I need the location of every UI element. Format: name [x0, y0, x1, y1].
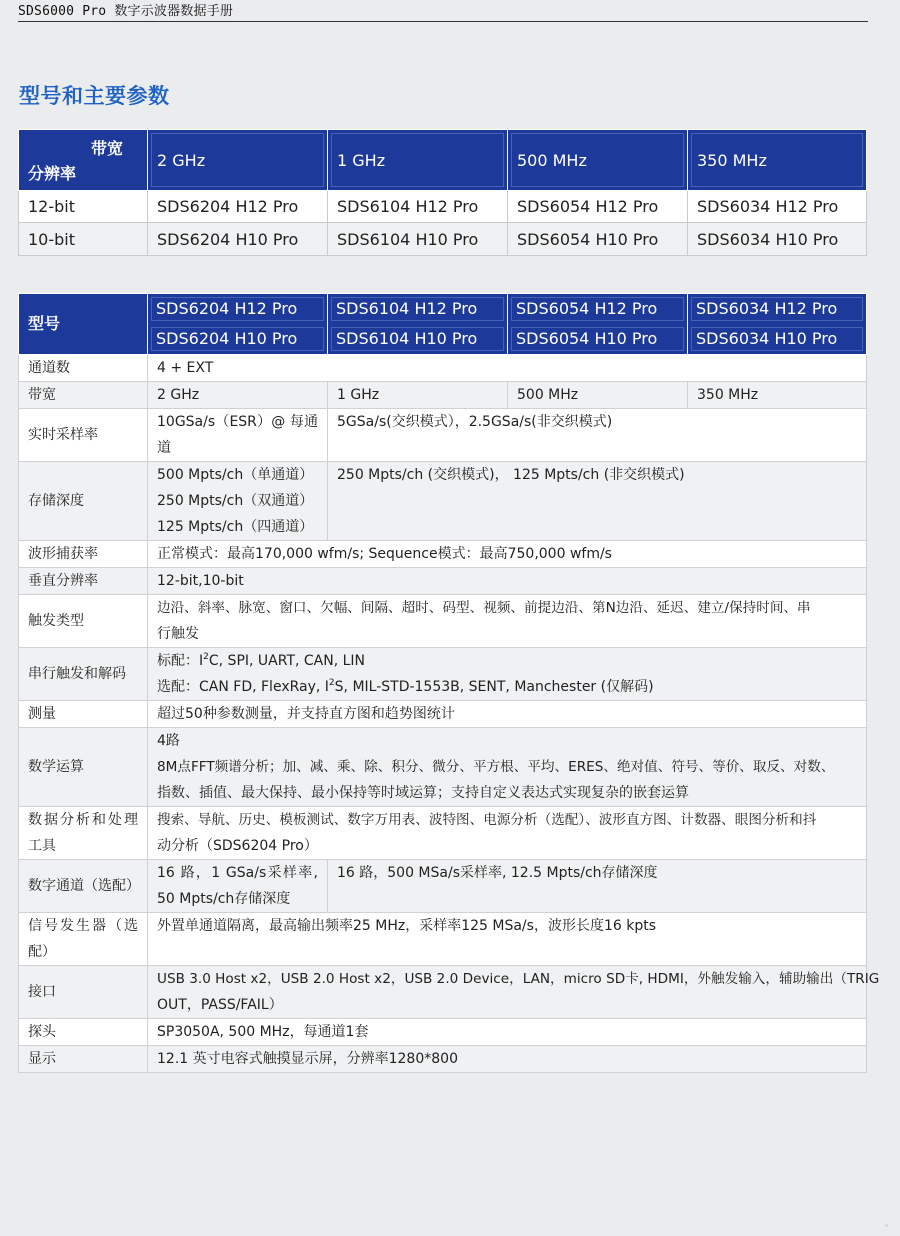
spec-value: 350 MHz — [688, 382, 867, 409]
spec-value — [148, 409, 328, 462]
model-header-cell — [328, 294, 508, 355]
spec-label: 测量 — [19, 701, 148, 728]
spec-value-line — [157, 648, 857, 674]
model-bandwidth-table — [18, 129, 867, 256]
spec-value: 250 Mpts/ch (交织模式)， 125 Mpts/ch (非交织模式) — [328, 462, 867, 541]
spec-value — [148, 860, 328, 913]
spec-value — [148, 966, 880, 1019]
model-header-cell — [508, 294, 688, 355]
spec-label: 接口 — [19, 966, 148, 1019]
spec-row-capture-rate — [19, 541, 867, 568]
spec-value-line: 10GSa/s（ESR）@ 每通 — [157, 414, 318, 430]
spec-value-line: 125 Mpts/ch（四通道） — [157, 519, 314, 535]
spec-value-line: 指数、插值、最大保持、最小保持等时域运算；支持自定义表达式实现复杂的嵌套运算 — [157, 785, 689, 801]
spec-label: 波形捕获率 — [19, 541, 148, 568]
corner-resolution-label: 分辨率 — [28, 164, 77, 183]
table1-corner-cell — [19, 130, 148, 191]
spec-row-math — [19, 728, 867, 807]
spec-label: 存储深度 — [19, 462, 148, 541]
table2-header-row — [19, 294, 867, 355]
spec-value-line: 4路 — [157, 733, 180, 749]
spec-label-line: 工具 — [28, 838, 56, 854]
table-row — [19, 223, 867, 256]
spec-value: 5GSa/s(交织模式），2.5GSa/s(非交织模式) — [328, 409, 867, 462]
spec-value-line — [157, 674, 857, 700]
model-name: SDS6054 H12 Pro — [508, 294, 687, 324]
spec-row-channels — [19, 355, 867, 382]
spec-value — [148, 462, 328, 541]
resolution-cell: 10-bit — [19, 223, 148, 256]
model-cell: SDS6054 H12 Pro — [508, 191, 688, 223]
specifications-table — [18, 293, 880, 1073]
spec-label: 数学运算 — [19, 728, 148, 807]
spec-value: 4 + EXT — [148, 355, 867, 382]
spec-value: 12.1 英寸电容式触摸显示屏，分辨率1280*800 — [148, 1046, 867, 1073]
spec-label: 垂直分辨率 — [19, 568, 148, 595]
spec-row-serial — [19, 648, 867, 701]
spec-row-analysis — [19, 807, 867, 860]
model-name: SDS6054 H10 Pro — [508, 324, 687, 354]
bandwidth-header: 350 MHz — [688, 130, 867, 191]
model-name: SDS6034 H10 Pro — [688, 324, 866, 354]
serial-standard-prefix: 标配：I — [157, 653, 204, 669]
spec-value: 16 路，500 MSa/s采样率, 12.5 Mpts/ch存储深度 — [328, 860, 867, 913]
spec-label: 数字通道（选配） — [19, 860, 148, 913]
model-cell: SDS6104 H10 Pro — [328, 223, 508, 256]
model-cell: SDS6104 H12 Pro — [328, 191, 508, 223]
superscript: 2 — [203, 652, 209, 662]
model-name: SDS6204 H12 Pro — [148, 294, 327, 324]
spec-value-line: 搜索、导航、历史、模板测试、数字万用表、波特图、电源分析（选配）、波形直方图、计数器、眼图分析和抖 — [157, 812, 817, 828]
spec-value: 外置单通道隔离，最高输出频率25 MHz，采样率125 MSa/s，波形长度16 kpts — [148, 913, 867, 966]
spec-value: 超过50种参数测量，并支持直方图和趋势图统计 — [148, 701, 867, 728]
spec-label-line: 信号发生器（选 — [28, 918, 138, 934]
spec-value: 1 GHz — [328, 382, 508, 409]
model-label: 型号 — [19, 294, 148, 355]
spec-value: 2 GHz — [148, 382, 328, 409]
serial-standard-list: C, SPI, UART, CAN, LIN — [208, 653, 366, 669]
bandwidth-header: 2 GHz — [148, 130, 328, 191]
model-name: SDS6104 H10 Pro — [328, 324, 507, 354]
spec-label: 带宽 — [19, 382, 148, 409]
model-name: SDS6034 H12 Pro — [688, 294, 866, 324]
spec-label — [19, 807, 148, 860]
spec-value-line: 500 Mpts/ch（单通道） — [157, 467, 314, 483]
model-cell: SDS6054 H10 Pro — [508, 223, 688, 256]
serial-option-list: S, MIL-STD-1553B, SENT, Manchester (仅解码) — [334, 679, 654, 695]
spec-value-line: 道 — [157, 440, 171, 456]
spec-value — [148, 807, 867, 860]
section-title: 型号和主要参数 — [19, 84, 170, 108]
spec-label: 实时采样率 — [19, 409, 148, 462]
bandwidth-header: 500 MHz — [508, 130, 688, 191]
spec-row-measure — [19, 701, 867, 728]
spec-row-signal-generator — [19, 913, 867, 966]
spec-value: 12-bit,10-bit — [148, 568, 867, 595]
spec-row-vertical-resolution — [19, 568, 867, 595]
serial-option-prefix: 选配：CAN FD, FlexRay, I — [157, 679, 329, 695]
spec-value-line: 50 Mpts/ch存储深度 — [157, 891, 291, 907]
spec-row-interfaces — [19, 966, 867, 1019]
model-cell: SDS6204 H12 Pro — [148, 191, 328, 223]
page-corner-mark — [885, 1224, 888, 1227]
corner-bandwidth-label: 带宽 — [90, 139, 123, 158]
model-cell: SDS6204 H10 Pro — [148, 223, 328, 256]
model-name: SDS6204 H10 Pro — [148, 324, 327, 354]
model-cell: SDS6034 H12 Pro — [688, 191, 867, 223]
spec-label: 串行触发和解码 — [19, 648, 148, 701]
spec-row-probe — [19, 1019, 867, 1046]
spec-row-memory — [19, 462, 867, 541]
document-header-title: SDS6000 Pro 数字示波器数据手册 — [18, 4, 234, 19]
spec-label-line: 数据分析和处理 — [28, 812, 138, 828]
model-cell: SDS6034 H10 Pro — [688, 223, 867, 256]
spec-value-line: 边沿、斜率、脉宽、窗口、欠幅、间隔、超时、码型、视频、前提边沿、第N边沿、延迟、建立/保持时间、串 — [157, 600, 811, 616]
model-header-cell — [688, 294, 867, 355]
spec-row-digital-channels — [19, 860, 867, 913]
spec-label — [19, 913, 148, 966]
spec-row-sample-rate — [19, 409, 867, 462]
spec-value-line: 250 Mpts/ch（双通道） — [157, 493, 314, 509]
spec-value-line: 8M点FFT频谱分析；加、减、乘、除、积分、微分、平方根、平均、ERES、绝对值、符号、等价、取反、对数、 — [157, 759, 835, 775]
model-name: SDS6104 H12 Pro — [328, 294, 507, 324]
table-row — [19, 191, 867, 223]
table1-header-row — [19, 130, 867, 191]
header-divider — [18, 21, 868, 22]
spec-label-line: 配） — [28, 944, 56, 960]
model-header-cell — [148, 294, 328, 355]
spec-row-bandwidth — [19, 382, 867, 409]
spec-value: 500 MHz — [508, 382, 688, 409]
spec-value-line: 行触发 — [157, 626, 199, 642]
spec-label: 探头 — [19, 1019, 148, 1046]
spec-row-trigger — [19, 595, 867, 648]
spec-value-line: OUT，PASS/FAIL） — [157, 997, 283, 1013]
spec-label: 通道数 — [19, 355, 148, 382]
spec-value-line: USB 3.0 Host x2，USB 2.0 Host x2，USB 2.0 Device，LAN，micro SD卡, HDMI，外触发输入，辅助输出（TRIG — [157, 971, 880, 987]
spec-row-display — [19, 1046, 867, 1073]
spec-value — [148, 595, 867, 648]
spec-label: 触发类型 — [19, 595, 148, 648]
spec-label: 显示 — [19, 1046, 148, 1073]
spec-value: 正常模式：最高170,000 wfm/s; Sequence模式：最高750,000 wfm/s — [148, 541, 867, 568]
spec-value-line: 动分析（SDS6204 Pro） — [157, 838, 318, 854]
spec-value — [148, 648, 867, 701]
spec-value: SP3050A, 500 MHz，每通道1套 — [148, 1019, 867, 1046]
spec-value-line: 16 路，1 GSa/s采样率, — [157, 865, 318, 881]
superscript: 2 — [328, 678, 335, 688]
resolution-cell: 12-bit — [19, 191, 148, 223]
bandwidth-header: 1 GHz — [328, 130, 508, 191]
spec-value — [148, 728, 867, 807]
